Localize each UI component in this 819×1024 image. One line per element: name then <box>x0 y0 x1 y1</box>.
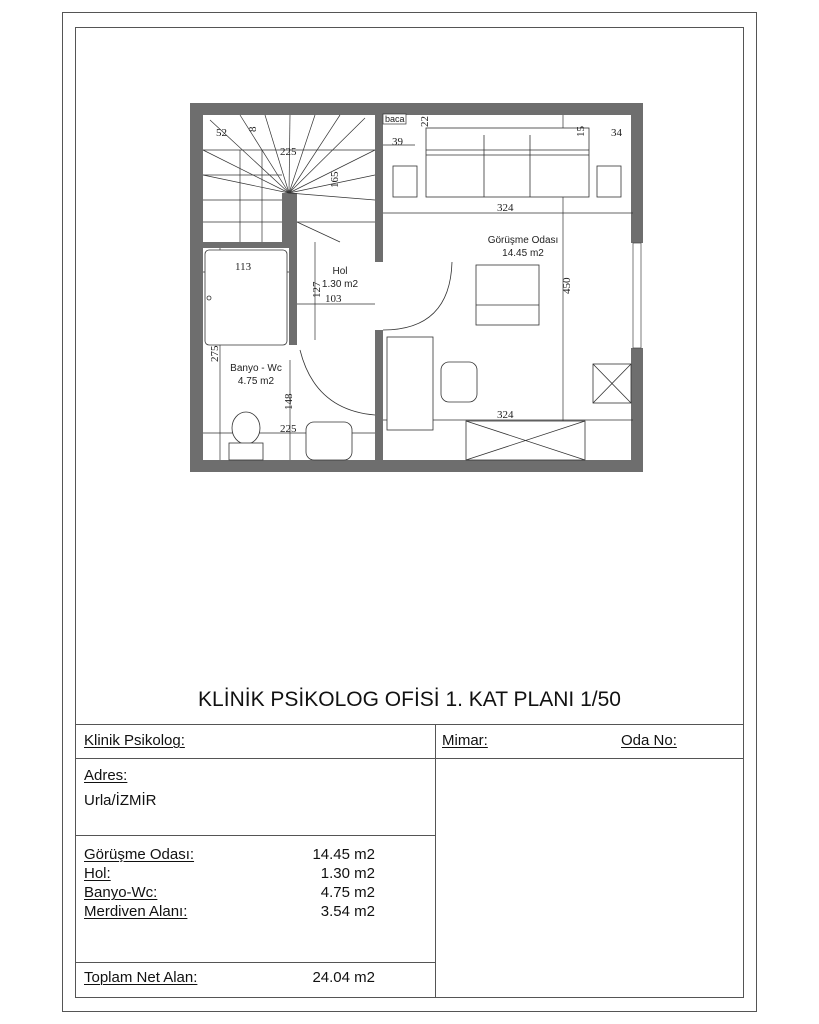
dim-label: 127 <box>311 281 323 298</box>
area-label: Görüşme Odası: <box>84 846 195 863</box>
toilet <box>232 412 260 444</box>
area-label: Merdiven Alanı: <box>84 903 188 920</box>
dim-label: 113 <box>235 261 252 273</box>
area-value: 1.30 m2 <box>320 865 375 882</box>
room-area: 1.30 m2 <box>321 279 359 290</box>
dim-label: 34 <box>611 127 622 139</box>
dim-label: 225 <box>280 146 297 158</box>
dim-label: 8 <box>247 126 259 132</box>
window <box>633 243 641 348</box>
divider <box>75 835 435 836</box>
dim-label: 22 <box>419 116 431 127</box>
chimney-label: baca <box>385 114 405 124</box>
room-name: Hol <box>332 266 348 277</box>
dim-label: 103 <box>325 293 342 305</box>
architect-label: Mimar: <box>442 732 488 749</box>
address-label: Adres: <box>84 767 128 784</box>
total-value: 24.04 m2 <box>312 969 375 986</box>
area-value: 14.45 m2 <box>312 846 375 863</box>
divider <box>75 758 744 759</box>
side-table <box>393 166 417 197</box>
dim-label: 52 <box>216 127 227 139</box>
desk <box>387 337 433 430</box>
client-label: Klinik Psikolog: <box>84 732 185 749</box>
divider <box>75 962 435 963</box>
dim-label: 450 <box>561 277 573 294</box>
area-value: 3.54 m2 <box>320 903 375 920</box>
area-label: Banyo-Wc: <box>84 884 158 901</box>
room-area: 14.45 m2 <box>502 248 544 259</box>
divider <box>435 724 436 998</box>
address-value: Urla/İZMİR <box>84 792 157 809</box>
dim-label: 275 <box>209 345 221 362</box>
area-value: 4.75 m2 <box>320 884 375 901</box>
dim-label: 324 <box>497 409 514 421</box>
dim-label: 148 <box>283 393 295 410</box>
side-table <box>597 166 621 197</box>
area-label: Hol: <box>84 865 111 882</box>
room-name: Banyo - Wc <box>230 363 282 374</box>
drawing-title: KLİNİK PSİKOLOG OFİSİ 1. KAT PLANI 1/50 <box>198 688 621 711</box>
dim-label: 324 <box>497 202 514 214</box>
dim-label: 225 <box>280 423 297 435</box>
sink <box>306 422 352 460</box>
total-label: Toplam Net Alan: <box>84 969 198 986</box>
dim-label: 15 <box>575 126 587 137</box>
room-no-label: Oda No: <box>621 732 677 749</box>
office-chair <box>441 362 477 402</box>
armchair <box>476 265 539 325</box>
dim-label: 165 <box>329 171 341 188</box>
room-name: Görüşme Odası <box>487 235 559 246</box>
sofa <box>426 128 589 197</box>
room-area: 4.75 m2 <box>237 376 275 387</box>
dim-label: 39 <box>392 136 403 148</box>
